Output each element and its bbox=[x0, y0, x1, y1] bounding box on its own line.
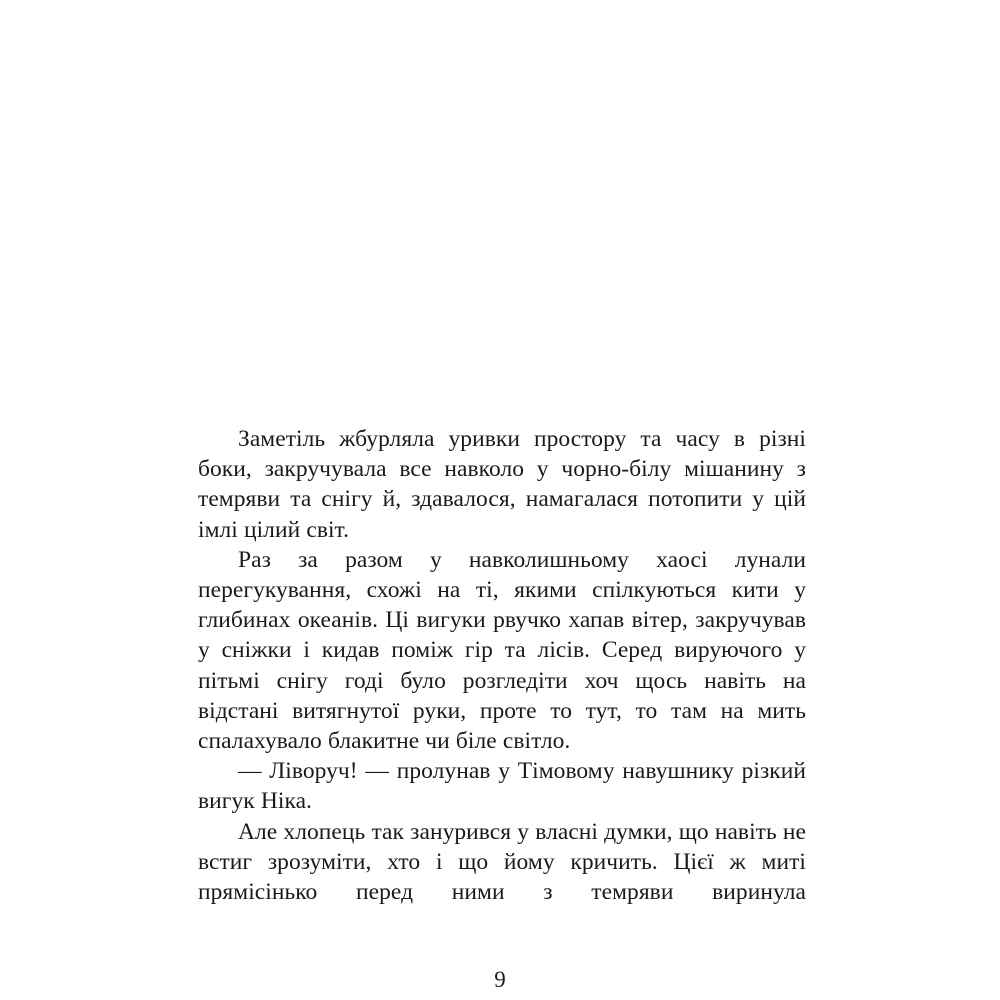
paragraph-2: Раз за разом у навколишньому хаосі лунали перегукування, схожі на ті, якими спілкуються кити у глибинах океанів. Ці вигуки рвучко хапав вітер, закручував у сніжки і кидав поміж гір та лісів. Серед вируючого у пітьмі снігу годі було розгледіти хоч щось навіть на відстані витягнутої руки, проте то тут, то там на мить спалахувало блакитне чи біле світло. bbox=[198, 546, 806, 755]
paragraph-3-dialogue: — Ліворуч! — пролунав у Тімовому навушнику різкий вигук Ніка. bbox=[198, 758, 806, 815]
page-number: 9 bbox=[494, 967, 506, 992]
paragraph-1: Заметіль жбурляла уривки простору та часу в різні боки, закручувала все навколо у чорно-білу мішанину з темряви та снігу й, здавалося, намагалася потопити у цій імлі цілий світ. bbox=[198, 426, 806, 543]
paragraph-4: Але хлопець так занурився у власні думки, що навіть не встиг зрозуміти, хто і що йому кричить. Цієї ж миті прямісінько перед ними з темряви виринула bbox=[198, 818, 806, 906]
page-text-block bbox=[198, 424, 806, 907]
